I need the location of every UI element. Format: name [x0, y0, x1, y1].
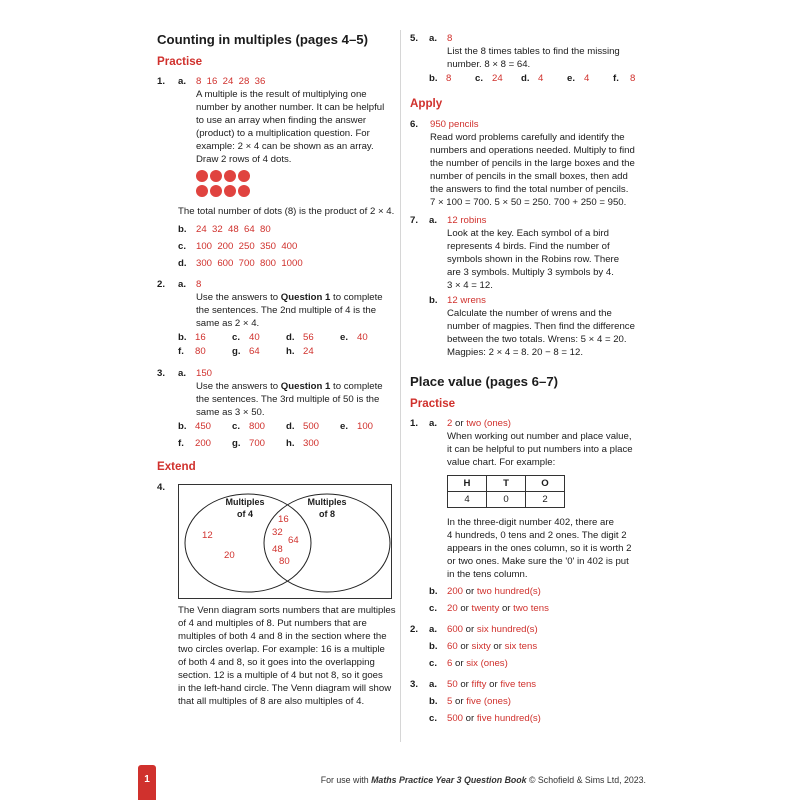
question-number: 6. — [410, 119, 419, 130]
text-line: section. 12 is a multiple of 4 but not 8, so it goes — [178, 670, 383, 681]
venn-left-number: 20 — [224, 550, 235, 561]
answer-q1a: 8 16 24 28 36 — [196, 76, 266, 87]
answer-q3a: 150 — [196, 368, 213, 379]
text-line: number by another number. It can be helpful — [196, 102, 385, 113]
text-line: Calculate the number of wrens and the — [447, 308, 612, 319]
text-line: in the tens column. — [447, 569, 528, 580]
text-line: number of magpies. Then find the difference — [447, 321, 635, 332]
sub-label: g. — [232, 346, 241, 357]
sub-label: c. — [429, 603, 438, 614]
sub-label: b. — [178, 224, 187, 235]
text-line: appears in the ones column, so it is worth 2 — [447, 543, 632, 554]
sub-label: c. — [429, 713, 438, 724]
answer-q6: 950 pencils — [430, 119, 479, 130]
venn-overlap-number: 80 — [279, 556, 290, 567]
text-line: the number of pencils in the large boxes and the — [430, 158, 635, 169]
sub-label: a. — [178, 279, 187, 290]
answer-value: 4 — [538, 73, 544, 84]
answer-value: 200 — [195, 438, 212, 449]
answer-value: 56 — [303, 332, 314, 343]
text-line: In the three-digit number 402, there are — [447, 517, 614, 528]
sub-label: b. — [178, 421, 187, 432]
text-line: Draw 2 rows of 4 dots. — [196, 154, 292, 165]
sub-label: a. — [178, 76, 187, 87]
answer-q2a: 8 — [196, 279, 202, 290]
sub-label: a. — [429, 215, 438, 226]
answer-value: 700 — [249, 438, 266, 449]
text-line: number of pencils in the small boxes, then add — [430, 171, 628, 182]
text-line: of both 4 and 8, so it goes into the overlapping — [178, 657, 375, 668]
sub-label: c. — [178, 241, 187, 252]
text-line: 4 hundreds, 0 tens and 2 ones. The digit 2 — [447, 530, 627, 541]
answer-pv1c: 20 or twenty or two tens — [447, 603, 549, 614]
answer-value: 4 — [584, 73, 590, 84]
section-title-counting: Counting in multiples (pages 4–5) — [157, 32, 369, 47]
answer-value: 80 — [195, 346, 206, 357]
question-number: 5. — [410, 33, 419, 44]
text-line: When working out number and place value, — [447, 431, 632, 442]
sub-label: b. — [429, 641, 438, 652]
text-line: the sentences. The 2nd multiple of 4 is the — [196, 305, 377, 316]
sub-label: g. — [232, 438, 241, 449]
answer-pv3b: 5 or five (ones) — [447, 696, 512, 707]
venn-left-label: Multiples of 4 — [225, 497, 265, 519]
page-number: 1 — [138, 765, 156, 800]
text-line: numbers and operations needed. Multiply to find — [430, 145, 635, 156]
answer-pv3c: 500 or five hundred(s) — [447, 713, 541, 724]
pv-header-ones: O — [526, 476, 565, 492]
section-title-place-value: Place value (pages 6–7) — [410, 374, 559, 389]
text-line: it can be helpful to put numbers into a place — [447, 444, 633, 455]
text-line: Look at the key. Each symbol of a bird — [447, 228, 609, 239]
text-line: that all multiples of 8 are also multiples of 4. — [178, 696, 365, 707]
explanation-q4 — [178, 604, 400, 708]
sub-label: d. — [286, 421, 295, 432]
sub-label: f. — [178, 438, 184, 449]
text-line: between the two totals. Wrens: 5 × 4 = 20. — [447, 334, 627, 345]
place-value-table — [447, 475, 565, 508]
answer-value: 24 — [492, 73, 503, 84]
text-line: multiples of both 4 and 8 in the section where the — [178, 631, 387, 642]
pv-cell-tens: 0 — [487, 492, 526, 508]
answer-pv2c: 6 or six (ones) — [447, 658, 508, 669]
explanation-q7a — [447, 227, 657, 292]
sub-label: d. — [178, 258, 187, 269]
pv-header-hundreds: H — [448, 476, 487, 492]
sub-label: d. — [521, 73, 530, 84]
question-number: 2. — [410, 624, 419, 635]
answer-value: 500 — [303, 421, 320, 432]
answer-value: 800 — [249, 421, 266, 432]
text-line: of 4 and multiples of 8. Put numbers that are — [178, 618, 367, 629]
answer-value: 40 — [249, 332, 260, 343]
sub-label: a. — [178, 368, 187, 379]
text-line: A multiple is the result of multiplying one — [196, 89, 367, 100]
explanation-pv1a-continued — [447, 516, 657, 581]
text-line: example: 2 × 4 can be shown as an array. — [196, 141, 374, 152]
answer-pv2b: 60 or sixty or six tens — [447, 641, 538, 652]
venn-left-number: 12 — [202, 530, 213, 541]
answer-pv2a: 600 or six hundred(s) — [447, 624, 538, 635]
explanation-pv1a — [447, 430, 657, 469]
answer-value: 40 — [357, 332, 368, 343]
text-line: the sentences. The 3rd multiple of 50 is the — [196, 394, 380, 405]
sub-label: a. — [429, 624, 438, 635]
practise-heading-2: Practise — [410, 397, 456, 410]
sub-label: h. — [286, 346, 295, 357]
text-line: the answers to find the total number of pencils. — [430, 184, 629, 195]
text-line: 3 × 4 = 12. — [447, 280, 493, 291]
sub-label: b. — [429, 73, 438, 84]
text-line: symbols shown in the Robins row. There — [447, 254, 620, 265]
venn-overlap-number: 16 — [278, 514, 289, 525]
sub-label: h. — [286, 438, 295, 449]
sub-label: e. — [567, 73, 576, 84]
instruction-q3a: Use the answers to Question 1 to complete — [196, 381, 383, 392]
text-line: number. 8 × 8 = 64. — [447, 59, 531, 70]
sub-label: c. — [232, 421, 241, 432]
answer-value: 8 — [446, 73, 452, 84]
text-line: List the 8 times tables to find the missing — [447, 46, 620, 57]
text-line: The Venn diagram sorts numbers that are multiples — [178, 605, 396, 616]
text-line: or two ones. Make sure the '0' in 402 is put — [447, 556, 629, 567]
explanation-q6 — [430, 131, 658, 209]
sub-label: c. — [429, 658, 438, 669]
answer-value: 300 — [303, 438, 320, 449]
question-number: 3. — [157, 368, 166, 379]
text-line: Read word problems carefully and identify the — [430, 132, 625, 143]
text-line: represents 4 birds. Find the number of — [447, 241, 610, 252]
answer-q7a: 12 robins — [447, 215, 487, 226]
explanation-q2a — [196, 304, 406, 330]
answer-value: 16 — [195, 332, 206, 343]
sub-label: e. — [340, 421, 349, 432]
text-line: 7 × 100 = 700. 5 × 50 = 250. 700 + 250 = 950. — [430, 197, 627, 208]
text-line: same as 3 × 50. — [196, 407, 265, 418]
sub-label: a. — [429, 33, 438, 44]
sub-label: e. — [340, 332, 349, 343]
pv-cell-hundreds: 4 — [448, 492, 487, 508]
answer-pv1b: 200 or two hundred(s) — [447, 586, 541, 597]
text-line: to use an array when finding the answer — [196, 115, 367, 126]
column-divider — [400, 30, 401, 742]
text-line: (product) to a multiplication question. For — [196, 128, 370, 139]
answer-value: 8 — [630, 73, 636, 84]
instruction-q2a: Use the answers to Question 1 to complete — [196, 292, 383, 303]
text-line: same as 2 × 4. — [196, 318, 260, 329]
question-number: 1. — [157, 76, 166, 87]
venn-overlap-number: 64 — [288, 535, 299, 546]
dots-note: The total number of dots (8) is the product of 2 × 4. — [178, 206, 395, 217]
text-line: in the left-hand circle. The Venn diagram will show — [178, 683, 392, 694]
sub-label: d. — [286, 332, 295, 343]
explanation-q3a — [196, 393, 406, 419]
text-line: two circles overlap. For example: 16 is a multiple — [178, 644, 385, 655]
question-number: 4. — [157, 482, 166, 493]
answer-q1c: 100 200 250 350 400 — [196, 241, 298, 252]
text-line: are 3 symbols. Multiply 3 symbols by 4. — [447, 267, 614, 278]
venn-overlap-number: 32 — [272, 527, 283, 538]
answer-value: 64 — [249, 346, 260, 357]
venn-right-label: Multiples of 8 — [307, 497, 347, 519]
text-line: Magpies: 2 × 4 = 8. 20 − 8 = 12. — [447, 347, 584, 358]
explanation-q5a — [447, 45, 657, 71]
text-line: value chart. For example: — [447, 457, 556, 468]
sub-label: a. — [429, 679, 438, 690]
sub-label: c. — [475, 73, 484, 84]
sub-label: c. — [232, 332, 241, 343]
explanation-q7b — [447, 307, 657, 359]
answer-q7b: 12 wrens — [447, 295, 486, 306]
answer-pv3a: 50 or fifty or five tens — [447, 679, 537, 690]
sub-label: b. — [429, 295, 438, 306]
sub-label: a. — [429, 418, 438, 429]
sub-label: b. — [429, 696, 438, 707]
sub-label: b. — [178, 332, 187, 343]
extend-heading: Extend — [157, 460, 196, 473]
answer-value: 450 — [195, 421, 212, 432]
explanation-q1a — [196, 88, 406, 166]
venn-overlap-number: 48 — [272, 544, 283, 555]
answer-q5a: 8 — [447, 33, 453, 44]
question-number: 3. — [410, 679, 419, 690]
footer-credit: For use with Maths Practice Year 3 Question Book © Schofield & Sims Ltd, 2023. — [320, 775, 646, 785]
sub-label: f. — [178, 346, 184, 357]
question-number: 1. — [410, 418, 419, 429]
pv-header-tens: T — [487, 476, 526, 492]
answer-q1b: 24 32 48 64 80 — [196, 224, 271, 235]
venn-diagram — [178, 484, 392, 599]
pv-cell-ones: 2 — [526, 492, 565, 508]
answer-pv1a: 2 or two (ones) — [447, 418, 512, 429]
sub-label: f. — [613, 73, 619, 84]
question-number: 7. — [410, 215, 419, 226]
answer-value: 100 — [357, 421, 374, 432]
sub-label: b. — [429, 586, 438, 597]
practise-heading: Practise — [157, 55, 203, 68]
apply-heading: Apply — [410, 97, 443, 110]
question-number: 2. — [157, 279, 166, 290]
answer-q1d: 300 600 700 800 1000 — [196, 258, 303, 269]
answer-value: 24 — [303, 346, 314, 357]
